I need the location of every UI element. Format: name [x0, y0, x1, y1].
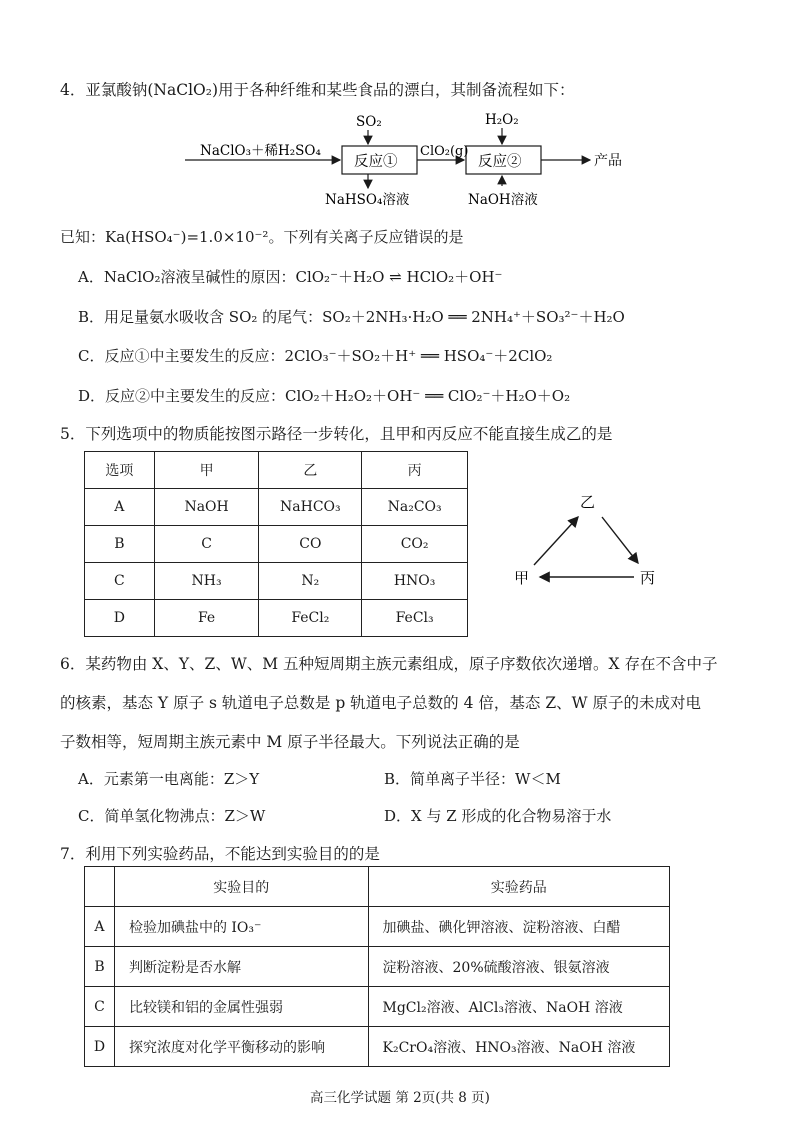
table-row	[85, 987, 670, 1027]
q5-cell: NaOH	[154, 489, 259, 526]
q7-cell: 检验加碘盐中的 IO₃⁻	[114, 907, 368, 947]
q7-header: 实验药品	[368, 867, 670, 907]
q5-header: 选项	[85, 452, 155, 489]
q6-option-d: D．X 与 Z 形成的化合物易溶于水	[384, 807, 612, 825]
q4-option-b: B．用足量氨水吸收含 SO₂ 的尾气：SO₂＋2NH₃·H₂O ══ 2NH₄⁺＋SO₃²⁻＋H₂O	[78, 308, 625, 326]
q7-cell: C	[85, 987, 115, 1027]
q5-header: 甲	[154, 452, 259, 489]
q6-line-1: 6．某药物由 X、Y、Z、W、M 五种短周期主族元素组成，原子序数依次递增。X 存在不含中子	[60, 655, 718, 673]
q6-option-a: A．元素第一电离能：Z＞Y	[78, 770, 260, 788]
q5-cell: NH₃	[154, 563, 259, 600]
q5-header: 乙	[259, 452, 362, 489]
q7-cell: 比较镁和铝的金属性强弱	[114, 987, 368, 1027]
table-row	[85, 947, 670, 987]
q5-triangle-diagram	[500, 485, 680, 595]
flow-nahso4: NaHSO₄溶液	[325, 192, 410, 208]
q5-cell: C	[85, 563, 155, 600]
q5-cell: HNO₃	[362, 563, 468, 600]
flow-so2: SO₂	[356, 114, 382, 130]
q4-option-a: A．NaClO₂溶液呈碱性的原因：ClO₂⁻＋H₂O ⇌ HClO₂＋OH⁻	[78, 268, 503, 286]
q5-node-jia: 甲	[514, 569, 530, 587]
q5-cell: Fe	[154, 600, 259, 637]
q5-stem: 5．下列选项中的物质能按图示路径一步转化，且甲和丙反应不能直接生成乙的是	[60, 425, 613, 443]
flow-input: NaClO₃＋稀H₂SO₄	[200, 143, 321, 159]
q7-header: 实验目的	[114, 867, 368, 907]
q5-cell: FeCl₂	[259, 600, 362, 637]
q7-cell: 探究浓度对化学平衡移动的影响	[114, 1027, 368, 1067]
q5-cell: NaHCO₃	[259, 489, 362, 526]
q6-line-3: 子数相等，短周期主族元素中 M 原子半径最大。下列说法正确的是	[60, 733, 520, 751]
q7-cell: 淀粉溶液、20%硫酸溶液、银氨溶液	[368, 947, 670, 987]
q7-cell: A	[85, 907, 115, 947]
q5-cell: D	[85, 600, 155, 637]
q5-header: 丙	[362, 452, 468, 489]
q5-cell: Na₂CO₃	[362, 489, 468, 526]
q5-node-yi: 乙	[580, 493, 596, 511]
table-row	[85, 907, 670, 947]
flow-reaction2: 反应②	[478, 154, 522, 170]
flow-reaction1: 反应①	[354, 154, 398, 170]
q7-stem: 7．利用下列实验药品，不能达到实验目的的是	[60, 845, 380, 863]
q6-line-2: 的核素，基态 Y 原子 s 轨道电子总数是 p 轨道电子总数的 4 倍，基态 Z、W 原子的未成对电	[60, 694, 701, 712]
q5-cell: FeCl₃	[362, 600, 468, 637]
q4-stem: 4．亚氯酸钠(NaClO₂)用于各种纤维和某些食品的漂白，其制备流程如下：	[60, 81, 575, 99]
q7-cell: D	[85, 1027, 115, 1067]
table-row	[85, 563, 468, 600]
q5-cell: B	[85, 526, 155, 563]
q5-cell: CO	[259, 526, 362, 563]
flow-h2o2: H₂O₂	[485, 112, 519, 128]
q4-flow-diagram	[0, 0, 800, 230]
q5-cell: N₂	[259, 563, 362, 600]
q7-cell: MgCl₂溶液、AlCl₃溶液、NaOH 溶液	[368, 987, 670, 1027]
q5-cell: CO₂	[362, 526, 468, 563]
q4-given: 已知：Ka(HSO₄⁻)=1.0×10⁻²。下列有关离子反应错误的是	[60, 228, 464, 246]
table-row	[85, 600, 468, 637]
flow-naoh: NaOH溶液	[468, 192, 538, 208]
q5-node-bing: 丙	[640, 569, 656, 587]
q7-header-row	[85, 867, 670, 907]
q7-table	[84, 866, 670, 1067]
q7-header	[85, 867, 115, 907]
q4-option-d: D．反应②中主要发生的反应：ClO₂＋H₂O₂＋OH⁻ ══ ClO₂⁻＋H₂O＋O₂	[78, 387, 571, 405]
table-row	[85, 1027, 670, 1067]
table-row	[85, 526, 468, 563]
q7-cell: 判断淀粉是否水解	[114, 947, 368, 987]
table-row	[85, 489, 468, 526]
q6-option-c: C．简单氢化物沸点：Z＞W	[78, 807, 266, 825]
q5-table	[84, 451, 468, 637]
q6-option-b: B．简单离子半径：W＜M	[384, 770, 561, 788]
q5-header-row	[85, 452, 468, 489]
q7-cell: K₂CrO₄溶液、HNO₃溶液、NaOH 溶液	[368, 1027, 670, 1067]
q4-option-c: C．反应①中主要发生的反应：2ClO₃⁻＋SO₂＋H⁺ ══ HSO₄⁻＋2ClO₂	[78, 347, 553, 365]
q7-cell: B	[85, 947, 115, 987]
page-footer: 高三化学试题 第 2页(共 8 页)	[310, 1090, 490, 1106]
q5-cell: A	[85, 489, 155, 526]
flow-clo2: ClO₂(g)	[420, 144, 469, 159]
q5-cell: C	[154, 526, 259, 563]
flow-product: 产品	[594, 153, 622, 169]
q7-cell: 加碘盐、碘化钾溶液、淀粉溶液、白醋	[368, 907, 670, 947]
